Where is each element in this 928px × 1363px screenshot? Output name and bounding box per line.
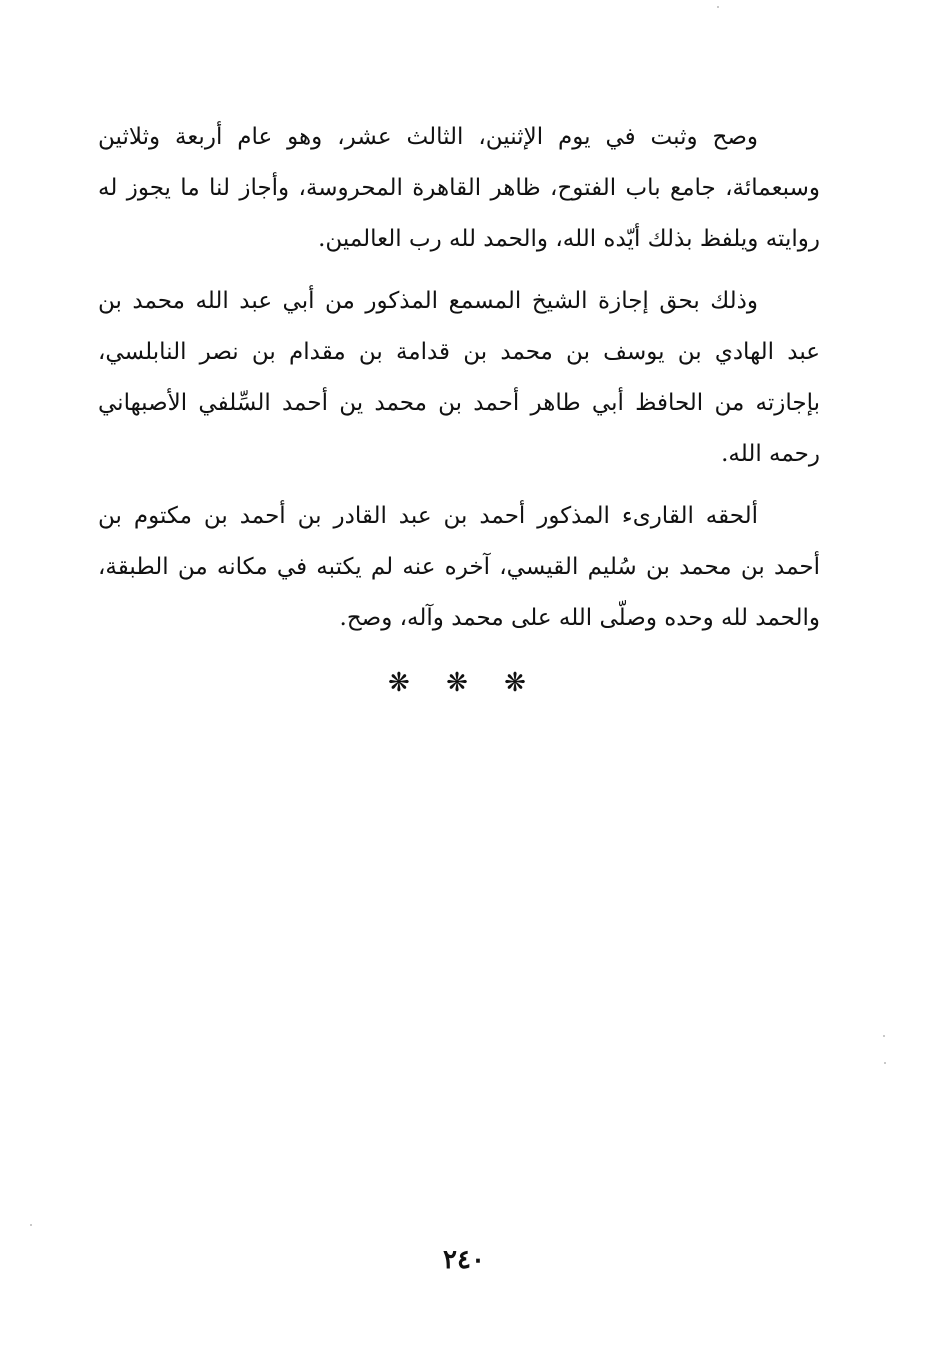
paragraph-3: ألحقه القارىء المذكور أحمد بن عبد القادر بن أحمد بن مكتوم بن أحمد بن محمد بن سُليم القيسي، آخره عنه لم يكتبه في مكانه من الطبقة، والحمد لله وحده وصلّى الله على محمد وآله، وصح. bbox=[98, 503, 820, 631]
scan-speck bbox=[883, 1035, 885, 1037]
paragraph-2: وذلك بحق إجازة الشيخ المسمع المذكور من أبي عبد الله محمد بن عبد الهادي بن يوسف بن محمد بن قدامة بن مقدام بن نصر النابلسي، بإجازته من الحافظ أبي طاهر أحمد بن محمد ين أحمد السِّلفي الأصبهاني رحمه الله. bbox=[98, 288, 820, 467]
section-separator: ❋ ❋ ❋ bbox=[388, 668, 540, 698]
page-number: ٢٤٠ bbox=[443, 1245, 485, 1275]
scan-speck bbox=[717, 6, 719, 8]
body-text bbox=[98, 112, 820, 644]
scan-speck bbox=[30, 1224, 32, 1226]
scan-speck bbox=[884, 1062, 886, 1064]
paragraph-1: وصح وثبت في يوم الإثنين، الثالث عشر، وهو عام أربعة وثلاثين وسبعمائة، جامع باب الفتوح، ظاهر القاهرة المحروسة، وأجاز لنا ما يجوز له روايته ويلفظ بذلك أيّده الله، والحمد لله رب العالمين. bbox=[98, 124, 820, 252]
